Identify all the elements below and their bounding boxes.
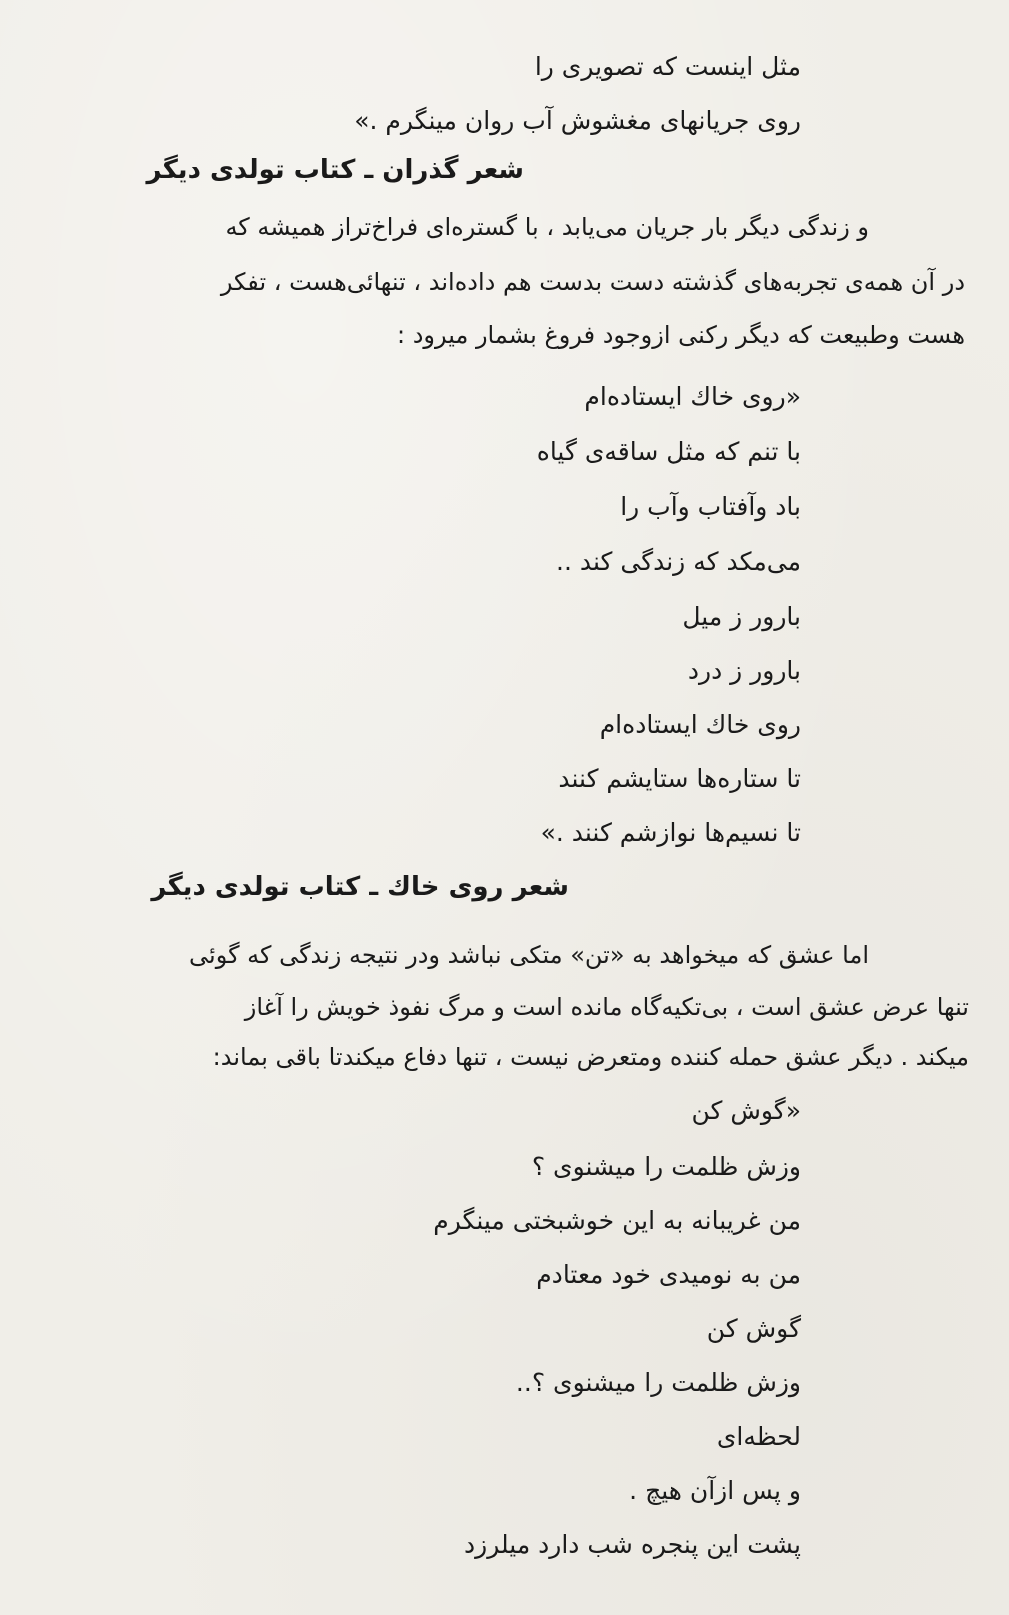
poem-line: من به نومیدی خود معتادم xyxy=(536,1260,801,1289)
poem-line: با تنم که مثل ساقه‌ی گیاه xyxy=(536,437,801,466)
paragraph-line: میکند . دیگر عشق حمله کننده ومتعرض نیست ، تنها دفاع میکندتا باقی بماند: xyxy=(212,1043,969,1071)
poem-line: «روی خاك ایستاده‌ام xyxy=(584,382,801,411)
poem-line: تا نسیم‌ها نوازشم کنند .» xyxy=(540,818,801,847)
poem-line: و پس ازآن هیچ . xyxy=(629,1476,801,1505)
paragraph-line: تنها عرض عشق است ، بی‌تکیه‌گاه مانده است و مرگ نفوذ خویش را آغاز xyxy=(244,993,969,1021)
poem-line: وزش ظلمت را میشنوی ؟.. xyxy=(515,1368,801,1397)
source-heading: شعر روی خاك ـ کتاب تولدی دیگر xyxy=(151,872,569,902)
poem-line: لحظه‌ای xyxy=(716,1422,801,1451)
poem-line: بارور ز میل xyxy=(682,602,801,631)
poem-line: من غریبانه به این خوشبختی مینگرم xyxy=(433,1206,801,1235)
poem-line: بارور ز درد xyxy=(687,656,801,685)
poem-line: روی جریانهای مغشوش آب روان مینگرم .» xyxy=(354,106,801,135)
poem-line: روی خاك ایستاده‌ام xyxy=(599,710,801,739)
source-heading: شعر گذران ـ کتاب تولدی دیگر xyxy=(146,155,524,185)
poem-line: گوش کن xyxy=(706,1314,801,1343)
paragraph-line: هست وطبیعت که دیگر رکنی ازوجود فروغ بشمار میرود : xyxy=(397,321,965,349)
poem-line: «گوش کن xyxy=(691,1096,801,1125)
poem-line: می‌مکد که زندگی کند .. xyxy=(556,547,801,576)
poem-line: مثل اینست که تصویری را xyxy=(534,52,801,81)
paragraph-line: در آن همه‌ی تجربه‌های گذشته دست بدست هم داده‌اند ، تنهائی‌هست ، تفکر xyxy=(220,268,965,296)
paragraph-line: و زندگی دیگر بار جریان می‌یابد ، با گستره‌ای فراخ‌تراز همیشه که xyxy=(225,213,869,241)
paragraph-line: اما عشق که میخواهد به «تن» متکی نباشد ودر نتیجه زندگی که گوئی xyxy=(189,941,869,969)
poem-line: وزش ظلمت را میشنوی ؟ xyxy=(531,1152,801,1181)
poem-line: تا ستاره‌ها ستایشم کنند xyxy=(558,764,801,793)
poem-line: باد وآفتاب وآب را xyxy=(620,492,801,521)
poem-line: پشت این پنجره شب دارد میلرزد xyxy=(464,1530,801,1559)
